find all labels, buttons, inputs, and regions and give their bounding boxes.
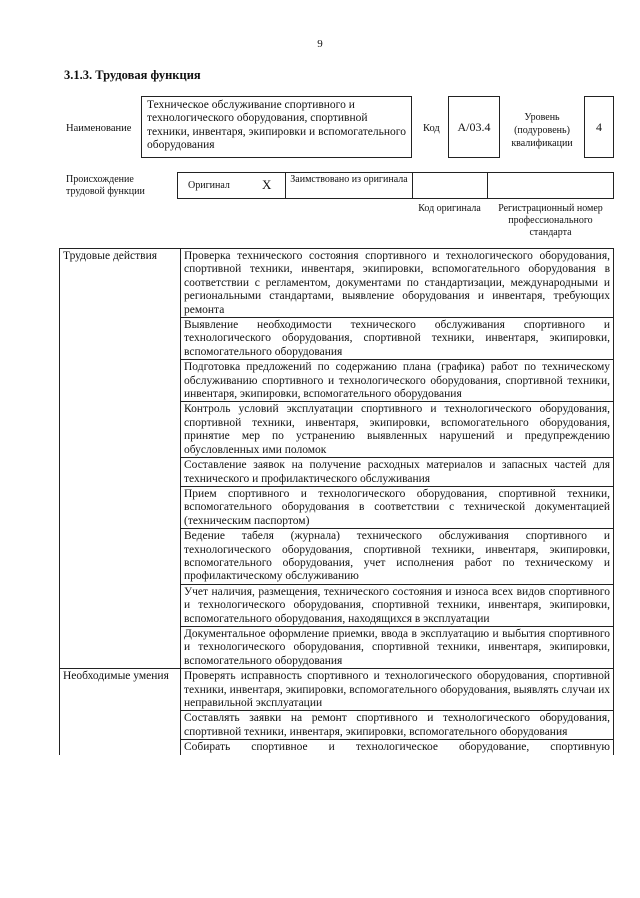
- labor-actions-label: Трудовые действия: [60, 249, 181, 669]
- original-mark: X: [262, 177, 272, 192]
- skill-item: Составлять заявки на ремонт спортивного и технологического оборудования, спортивной техники, инвентаря, экипировки, вспомогательного оборудования: [181, 711, 614, 740]
- borrowed-label: Заимствовано из оригинала: [290, 174, 408, 185]
- registration-number-label: Регистрационный номер профессионального стандарта: [498, 203, 603, 238]
- origin-regnum-cell: [487, 172, 614, 199]
- table-row: [60, 669, 614, 711]
- section-title: 3.1.3. Трудовая функция: [64, 68, 201, 82]
- table-row: [60, 249, 614, 318]
- labor-action-item: Составление заявок на получение расходных материалов и запасных частей для технического и профилактического обслуживания: [181, 458, 614, 487]
- labor-action-item: Ведение табеля (журнала) технического обслуживания спортивного и технологического оборудования, спортивной техники, инвентаря, экипировки, вспомогательного оборудования, учет исполнения работ по техническому и профилактическому обслуживанию: [181, 529, 614, 585]
- labor-action-item: Контроль условий эксплуатации спортивного и технологического оборудования, спортивной техники, инвентаря, экипировки, вспомогательного оборудования, принятие мер по устранению выявленных нарушений и предупреждению обусловленных ими поломок: [181, 402, 614, 458]
- level-label: Уровень (подуровень) квалификации: [511, 112, 573, 149]
- skill-item: Проверять исправность спортивного и технологического оборудования, спортивной техники, инвентаря, экипировки, вспомогательного оборудования, выявлять случаи их неправильной эксплуатации: [181, 669, 614, 711]
- code-value: A/03.4: [448, 96, 500, 158]
- labor-action-item: Проверка технического состояния спортивного и технологического оборудования, спортивной техники, инвентаря, экипировки, вспомогательного оборудования в соответствии с регламентом, документами по стандартизации, международными и региональными стандартами, выявление оборудования и инвентаря, требующих ремонта: [181, 249, 614, 318]
- code-label: Код: [423, 123, 440, 134]
- level-value: 4: [584, 96, 614, 158]
- original-label: Оригинал: [188, 180, 230, 191]
- code-of-original-label: Код оригинала: [418, 203, 481, 214]
- skills-label: Необходимые умения: [60, 669, 181, 755]
- labor-action-item: Документальное оформление приемки, ввода в эксплуатацию и выбытия спортивного и технологического оборудования, спортивной техники, инвентаря, экипировки, вспомогательного оборудования: [181, 626, 614, 668]
- name-value: Техническое обслуживание спортивного и технологического оборудования, спортивной техники, инвентаря, экипировки и вспомогательного оборудования: [141, 96, 412, 158]
- labor-action-item: Подготовка предложений по содержанию плана (графика) работ по техническому обслуживанию спортивного и технологического оборудования, спортивной техники, инвентаря, экипировки, вспомогательного оборудования: [181, 360, 614, 402]
- labor-action-item: Выявление необходимости технического обслуживания спортивного и технологического оборудования, спортивной техники, инвентаря, экипировки, вспомогательного оборудования: [181, 318, 614, 360]
- skill-item: Собирать спортивное и технологическое оборудование, спортивную: [181, 740, 614, 755]
- name-label: Наименование: [66, 123, 132, 134]
- labor-action-item: Прием спортивного и технологического оборудования, спортивной техники, вспомогательного оборудования в соответствии с технической документацией (техническим паспортом): [181, 486, 614, 528]
- page-number: 9: [317, 38, 323, 50]
- origin-code-cell: [412, 172, 487, 199]
- labor-action-item: Учет наличия, размещения, технического состояния и износа всех видов спортивного и технологического оборудования, спортивной техники, инвентаря, экипировки, вспомогательного оборудования, находящихся в эксплуатации: [181, 584, 614, 626]
- function-table: [59, 248, 614, 755]
- origin-label: Происхождение трудовой функции: [66, 174, 145, 197]
